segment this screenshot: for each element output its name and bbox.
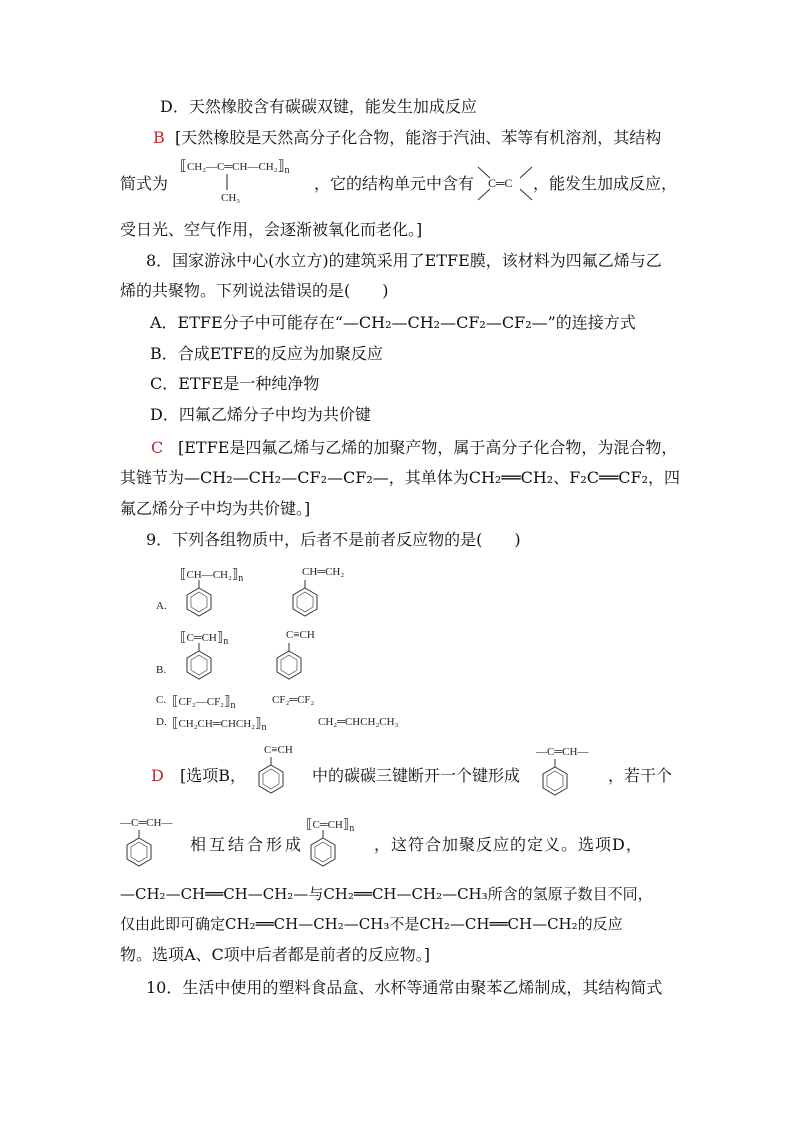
q9-option-c-label: C.: [156, 694, 167, 706]
q7-explanation-line2c: ，能发生加成反应，: [533, 174, 678, 193]
cc-double-bond-text: C═C: [488, 176, 513, 190]
q8-option-b: B．合成ETFE的反应为加聚反应: [150, 344, 383, 363]
q7-explanation-line1: [天然橡胶是天然高分子化合物，能溶于汽油、苯等有机溶剂，其结构: [175, 128, 662, 147]
q9-explanation-line2a: 相互结合形成: [190, 835, 305, 854]
q9-explanation-line1c: ，若干个: [608, 766, 673, 785]
q7-option-d: D．天然橡胶含有碳碳双键，能发生加成反应: [160, 97, 477, 116]
benzene-ring-icon: [308, 830, 338, 874]
q9-explanation-line3: —CH₂—CH══CH—CH₂—与CH₂══CH—CH₂—CH₃所含的氢原子数目不同，: [120, 885, 653, 903]
benzene-ring-icon: [184, 580, 214, 624]
q9-stem: 9．下列各组物质中，后者不是前者反应物的是( ): [146, 530, 521, 549]
q8-explanation-line2: 其链节为—CH₂—CH₂—CF₂—CF₂—，其单体为CH₂══CH₂、F₂C══CF₂，四: [120, 468, 681, 487]
q8-stem-line2: 烯的共聚物。下列说法错误的是( ): [120, 281, 389, 300]
q7-explanation-line3: 受日光、空气作用，会逐渐被氧化而老化。]: [120, 220, 423, 239]
q9-d-polymer-text: CH₂CH═CHCH₂: [178, 718, 256, 730]
q9-d-n: n: [261, 722, 267, 733]
q9-explanation-line2b: ，这符合加聚反应的定义。选项D，: [374, 835, 643, 854]
q9-option-a-label: A.: [156, 600, 167, 612]
q9-b-n: n: [223, 636, 229, 647]
q8-option-c: C．ETFE是一种纯净物: [150, 374, 320, 393]
q8-stem-line1: 8．国家游泳中心(水立方)的建筑采用了ETFE膜，该材料为四氟乙烯与乙: [146, 251, 662, 270]
q9-exp-unit1: —C═CH—: [536, 746, 589, 758]
q9-a-n: n: [238, 573, 244, 584]
q9-a-polymer-text: CH—CH₂: [186, 569, 232, 581]
q9-a-polymer: $⟦CH—CH_2⟧_n$: [180, 566, 244, 584]
benzene-ring-icon: [256, 757, 286, 801]
q9-explanation-line5: 物。选项A、C项中后者都是前者的反应物。]: [120, 945, 431, 964]
q9-exp-unit2: —C═CH—: [120, 817, 173, 829]
q8-option-a: A．ETFE分子中可能存在“—CH₂—CH₂—CF₂—CF₂—”的连接方式: [150, 313, 636, 332]
q7-explanation-line2b: ，它的结构单元中含有: [314, 174, 475, 193]
rubber-main-chain: CH₂—C═CH—CH₂: [186, 161, 278, 173]
q9-explanation-line4: 仅由此即可确定CH₂══CH—CH₂—CH₃不是CH₂—CH══CH—CH₂的反应: [120, 915, 623, 933]
q9-explanation-line1b: 中的碳碳三键断开一个键形成: [312, 766, 521, 785]
q8-explanation-line3: 氟乙烯分子中均为共价键。]: [120, 499, 311, 518]
natural-rubber-formula: $⟦CH_2—C═CH—CH_2⟧_n$: [180, 159, 290, 176]
rubber-n: n: [284, 165, 290, 176]
q8-answer: C: [151, 438, 164, 457]
q9-option-d-label: D.: [156, 716, 167, 728]
q9-exp-n: n: [349, 823, 355, 834]
q9-exp-monomer: C≡CH: [264, 744, 293, 756]
q9-c-n: n: [230, 700, 236, 711]
q9-answer: D: [151, 766, 164, 785]
q9-exp-polymer: $⟦C═CH⟧_n$: [306, 816, 355, 834]
q7-answer: B: [153, 128, 165, 147]
q9-option-b-label: B.: [156, 664, 167, 676]
q8-explanation-line1: [ETFE是四氟乙烯与乙烯的加聚产物，属于高分子化合物，为混合物，: [178, 438, 678, 457]
q9-b-monomer: C≡CH: [286, 629, 315, 641]
rubber-methyl-branch: CH₃: [221, 192, 241, 204]
q9-c-polymer: $⟦CF_2—CF_2⟧_n$: [172, 693, 236, 711]
q9-explanation-line1a: [选项B，: [180, 766, 247, 785]
q9-exp-polymer-text: C═CH: [312, 819, 343, 831]
q9-c-monomer: CF₂═CF₂: [272, 694, 315, 706]
q8-option-d: D．四氟乙烯分子中均为共价键: [150, 405, 371, 424]
q9-b-polymer-text: C═CH: [186, 632, 217, 644]
q9-c-polymer-text: CF₂—CF₂: [178, 696, 225, 708]
q9-d-polymer: $⟦CH_2CH═CHCH_2⟧_n$: [172, 715, 267, 733]
benzene-ring-icon: [184, 643, 214, 687]
rubber-branch-bond: [226, 174, 230, 192]
benzene-ring-icon: [290, 580, 320, 624]
q9-d-monomer: CH₂═CHCH₂CH₃: [318, 716, 399, 728]
benzene-ring-icon: [274, 643, 304, 687]
q9-b-polymer: $⟦C═CH⟧_n$: [180, 629, 229, 647]
benzene-ring-icon: [540, 759, 570, 803]
q10-stem: 10．生活中使用的塑料食品盒、水杯等通常由聚苯乙烯制成，其结构简式: [146, 978, 663, 997]
q7-explanation-line2a: 简式为: [120, 174, 169, 193]
benzene-ring-icon: [124, 830, 154, 874]
q9-a-monomer: CH═CH₂: [302, 566, 345, 578]
